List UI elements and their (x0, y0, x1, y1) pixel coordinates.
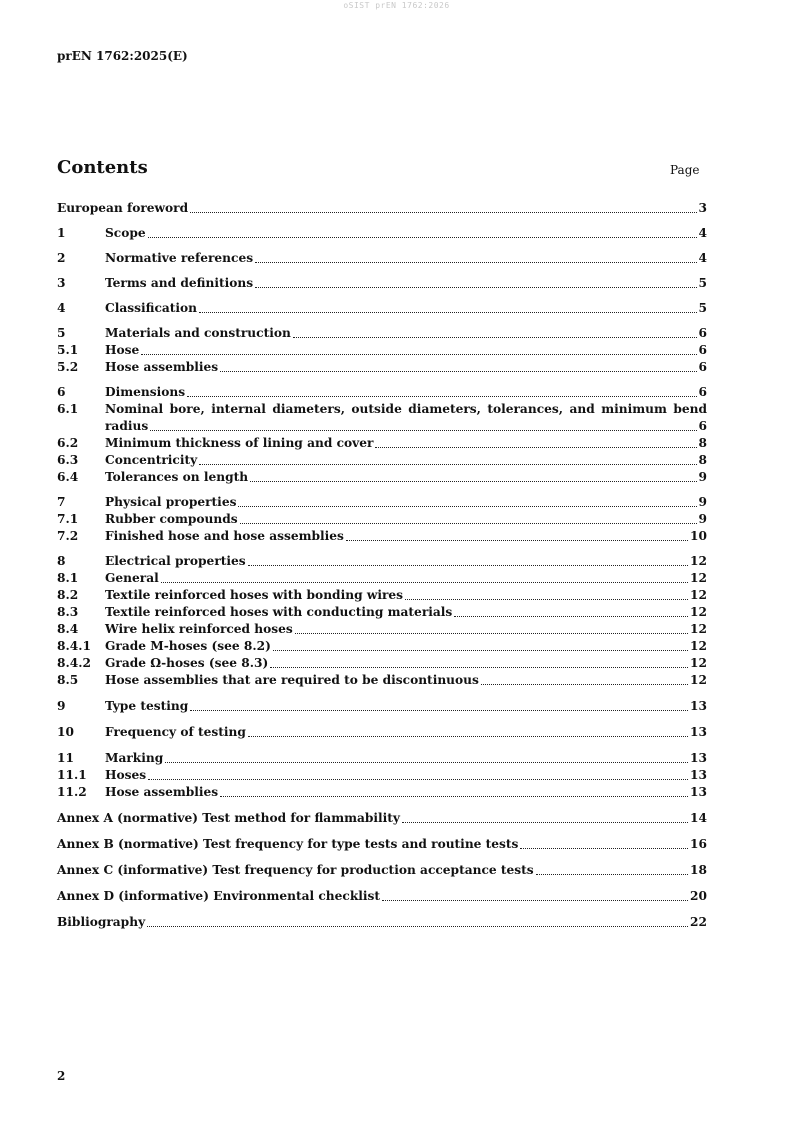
toc-entry-1[interactable] (57, 225, 707, 242)
toc-entry-number: 3 (57, 276, 66, 290)
dot-leader (250, 481, 696, 482)
toc-entry-number: 8.1 (57, 571, 79, 585)
page-number: 2 (57, 1069, 66, 1083)
document-id: prEN 1762:2025(E) (57, 49, 188, 63)
toc-entry-title: Grade Ω-hoses (see 8.3) (105, 656, 269, 670)
toc-entry-11-1[interactable] (57, 767, 707, 784)
dot-leader (150, 430, 696, 431)
watermark: oSIST prEN 1762:2026 (343, 1, 450, 10)
toc-entry-11-2[interactable] (57, 784, 707, 801)
toc-entry-page: 18 (690, 863, 707, 877)
toc-entry-2[interactable] (57, 250, 707, 267)
toc-entry-bibliography[interactable] (57, 914, 707, 931)
toc-entry-title: Tolerances on length (105, 470, 249, 484)
dot-leader (199, 464, 696, 465)
toc-entry-page: 20 (690, 889, 707, 903)
toc-entry-7[interactable] (57, 494, 707, 511)
dot-leader (270, 667, 688, 668)
toc-entry-9[interactable] (57, 698, 707, 715)
toc-entry-11[interactable] (57, 750, 707, 767)
toc-entry-number: 5.1 (57, 343, 79, 357)
toc-entry-6-3[interactable] (57, 452, 707, 469)
toc-entry-page: 8 (698, 453, 707, 467)
toc-entry-5-2[interactable] (57, 359, 707, 376)
dot-leader (248, 565, 688, 566)
toc-entry-title: Physical properties (105, 495, 237, 509)
toc-entry-title: Dimensions (105, 385, 186, 399)
toc-entry-title: Hoses (105, 768, 147, 782)
dot-leader (481, 684, 688, 685)
dot-leader (248, 736, 688, 737)
toc-entry-8-3[interactable] (57, 604, 707, 621)
dot-leader (148, 779, 688, 780)
toc-entry-number: 8.2 (57, 588, 79, 602)
toc-entry-annex-a[interactable] (57, 810, 707, 827)
toc-entry-page: 12 (690, 605, 707, 619)
toc-entry-6[interactable] (57, 384, 707, 401)
toc-entry-annex-d[interactable] (57, 888, 707, 905)
page-column-label: Page (670, 163, 700, 177)
toc-entry-title: Textile reinforced hoses with conducting materials (105, 605, 453, 619)
toc-entry-number: 8.5 (57, 673, 79, 687)
table-of-contents (57, 200, 707, 931)
toc-entry-number: 7.2 (57, 529, 79, 543)
toc-entry-number: 8.4 (57, 622, 79, 636)
toc-entry-page: 12 (690, 554, 707, 568)
toc-entry-annex-c[interactable] (57, 862, 707, 879)
toc-entry-8[interactable] (57, 553, 707, 570)
toc-entry-title: Normative references (105, 251, 254, 265)
toc-entry-title: Minimum thickness of lining and cover (105, 436, 374, 450)
toc-entry-number: 7.1 (57, 512, 79, 526)
toc-entry-page: 3 (698, 201, 707, 215)
toc-entry-10[interactable] (57, 724, 707, 741)
toc-entry-page: 4 (698, 251, 707, 265)
dot-leader (402, 822, 688, 823)
dot-leader (405, 599, 688, 600)
toc-entry-number: 11.1 (57, 768, 87, 782)
toc-entry-annex-b[interactable] (57, 836, 707, 853)
dot-leader (382, 900, 688, 901)
dot-leader (190, 212, 696, 213)
dot-leader (255, 262, 696, 263)
toc-entry-title: General (105, 571, 159, 585)
toc-entry-6-4[interactable] (57, 469, 707, 486)
toc-entry-page: 6 (698, 326, 707, 340)
toc-entry-number: 2 (57, 251, 66, 265)
dot-leader (165, 762, 688, 763)
toc-entry-8-2[interactable] (57, 587, 707, 604)
toc-entry-page: 14 (690, 811, 707, 825)
toc-entry-page: 6 (698, 360, 707, 374)
toc-entry-page: 5 (698, 301, 707, 315)
toc-entry-title: Annex B (normative) Test frequency for type tests and routine tests (57, 837, 519, 851)
toc-entry-page: 6 (698, 385, 707, 399)
toc-entry-page: 22 (690, 915, 707, 929)
toc-entry-title: Bibliography (57, 915, 146, 929)
toc-entry-title: Textile reinforced hoses with bonding wires (105, 588, 403, 602)
toc-entry-3[interactable] (57, 275, 707, 292)
dot-leader (255, 287, 696, 288)
toc-entry-title: Concentricity (105, 453, 198, 467)
toc-entry-number: 6.4 (57, 470, 79, 484)
toc-entry-number: 9 (57, 699, 66, 713)
toc-entry-number: 10 (57, 725, 74, 739)
contents-heading: Contents (57, 157, 148, 178)
toc-entry-page: 13 (690, 725, 707, 739)
dot-leader (148, 237, 697, 238)
toc-entry-page: 12 (690, 588, 707, 602)
toc-entry-title: Annex A (normative) Test method for flammability (57, 811, 401, 825)
toc-entry-page: 12 (690, 571, 707, 585)
toc-entry-number: 1 (57, 226, 66, 240)
toc-entry-page: 8 (698, 436, 707, 450)
toc-entry-title: European foreword (57, 201, 189, 215)
dot-leader (346, 540, 688, 541)
toc-entry-number: 6.1 (57, 402, 79, 416)
toc-entry-page: 9 (698, 495, 707, 509)
toc-entry-title: Electrical properties (105, 554, 246, 568)
dot-leader (520, 848, 688, 849)
dot-leader (161, 582, 688, 583)
toc-entry-title: Hose assemblies (105, 360, 219, 374)
toc-entry-number: 7 (57, 495, 66, 509)
dot-leader (147, 926, 688, 927)
toc-entry-title: Classification (105, 301, 198, 315)
toc-entry-number: 4 (57, 301, 66, 315)
dot-leader (220, 371, 696, 372)
toc-entry-5-1[interactable] (57, 342, 707, 359)
toc-entry-page: 12 (690, 622, 707, 636)
toc-entry-title: Annex C (informative) Test frequency for production acceptance tests (57, 863, 534, 877)
toc-entry-number: 8.3 (57, 605, 79, 619)
toc-entry-title: Hose (105, 343, 140, 357)
toc-entry-number: 5 (57, 326, 66, 340)
dot-leader (293, 337, 697, 338)
toc-entry-number: 6.2 (57, 436, 79, 450)
toc-entry-page: 4 (698, 226, 707, 240)
toc-entry-8-1[interactable] (57, 570, 707, 587)
dot-leader (536, 874, 688, 875)
toc-entry-8-5[interactable] (57, 672, 707, 689)
toc-entry-number: 8 (57, 554, 66, 568)
toc-entry-8-4[interactable] (57, 621, 707, 638)
toc-entry-title: Hose assemblies that are required to be discontinuous (105, 673, 479, 687)
dot-leader (238, 506, 696, 507)
toc-entry-7-2[interactable] (57, 528, 707, 545)
toc-entry-title: Nominal bore, internal diameters, outside diameters, tolerances, and minimum bend (105, 402, 707, 416)
dot-leader (187, 396, 696, 397)
toc-entry-number: 6.3 (57, 453, 79, 467)
toc-entry-page: 13 (690, 785, 707, 799)
toc-entry-page: 13 (690, 699, 707, 713)
toc-entry-page: 9 (698, 512, 707, 526)
toc-entry-8-4-2[interactable] (57, 655, 707, 672)
toc-entry-title: Annex D (informative) Environmental checklist (57, 889, 381, 903)
dot-leader (199, 312, 697, 313)
toc-entry-title: Terms and definitions (105, 276, 254, 290)
dot-leader (295, 633, 688, 634)
toc-entry-title: Finished hose and hose assemblies (105, 529, 344, 543)
toc-entry-6-1[interactable] (57, 401, 707, 435)
toc-entry-title: Rubber compounds (105, 512, 238, 526)
dot-leader (141, 354, 696, 355)
toc-entry-title: Marking (105, 751, 164, 765)
dot-leader (220, 796, 688, 797)
dot-leader (240, 523, 697, 524)
toc-entry-page: 12 (690, 639, 707, 653)
toc-entry-6-2[interactable] (57, 435, 707, 452)
toc-entry-number: 8.4.1 (57, 639, 91, 653)
toc-entry-number: 8.4.2 (57, 656, 91, 670)
dot-leader (454, 616, 688, 617)
toc-entry-page: 12 (690, 656, 707, 670)
toc-entry-title: Grade M-hoses (see 8.2) (105, 639, 271, 653)
toc-entry-foreword[interactable] (57, 200, 707, 217)
toc-entry-page: 6 (698, 343, 707, 357)
toc-entry-page: 5 (698, 276, 707, 290)
toc-entry-page: 12 (690, 673, 707, 687)
toc-entry-7-1[interactable] (57, 511, 707, 528)
toc-entry-page: 6 (698, 419, 707, 433)
toc-entry-title-continued: radius (105, 419, 149, 433)
toc-entry-title: Wire helix reinforced hoses (105, 622, 293, 636)
dot-leader (273, 650, 688, 651)
toc-entry-4[interactable] (57, 300, 707, 317)
toc-entry-title: Materials and construction (105, 326, 291, 340)
toc-entry-page: 9 (698, 470, 707, 484)
toc-entry-page: 16 (690, 837, 707, 851)
dot-leader (190, 710, 688, 711)
toc-entry-title: Scope (105, 226, 146, 240)
toc-entry-page: 13 (690, 751, 707, 765)
toc-entry-number: 11 (57, 751, 74, 765)
toc-entry-title: Frequency of testing (105, 725, 246, 739)
dot-leader (375, 447, 696, 448)
toc-entry-5[interactable] (57, 325, 707, 342)
toc-entry-8-4-1[interactable] (57, 638, 707, 655)
toc-entry-page: 13 (690, 768, 707, 782)
toc-entry-number: 5.2 (57, 360, 79, 374)
toc-entry-title: Hose assemblies (105, 785, 219, 799)
toc-entry-title: Type testing (105, 699, 189, 713)
toc-entry-number: 11.2 (57, 785, 87, 799)
toc-entry-number: 6 (57, 385, 66, 399)
toc-entry-page: 10 (690, 529, 707, 543)
